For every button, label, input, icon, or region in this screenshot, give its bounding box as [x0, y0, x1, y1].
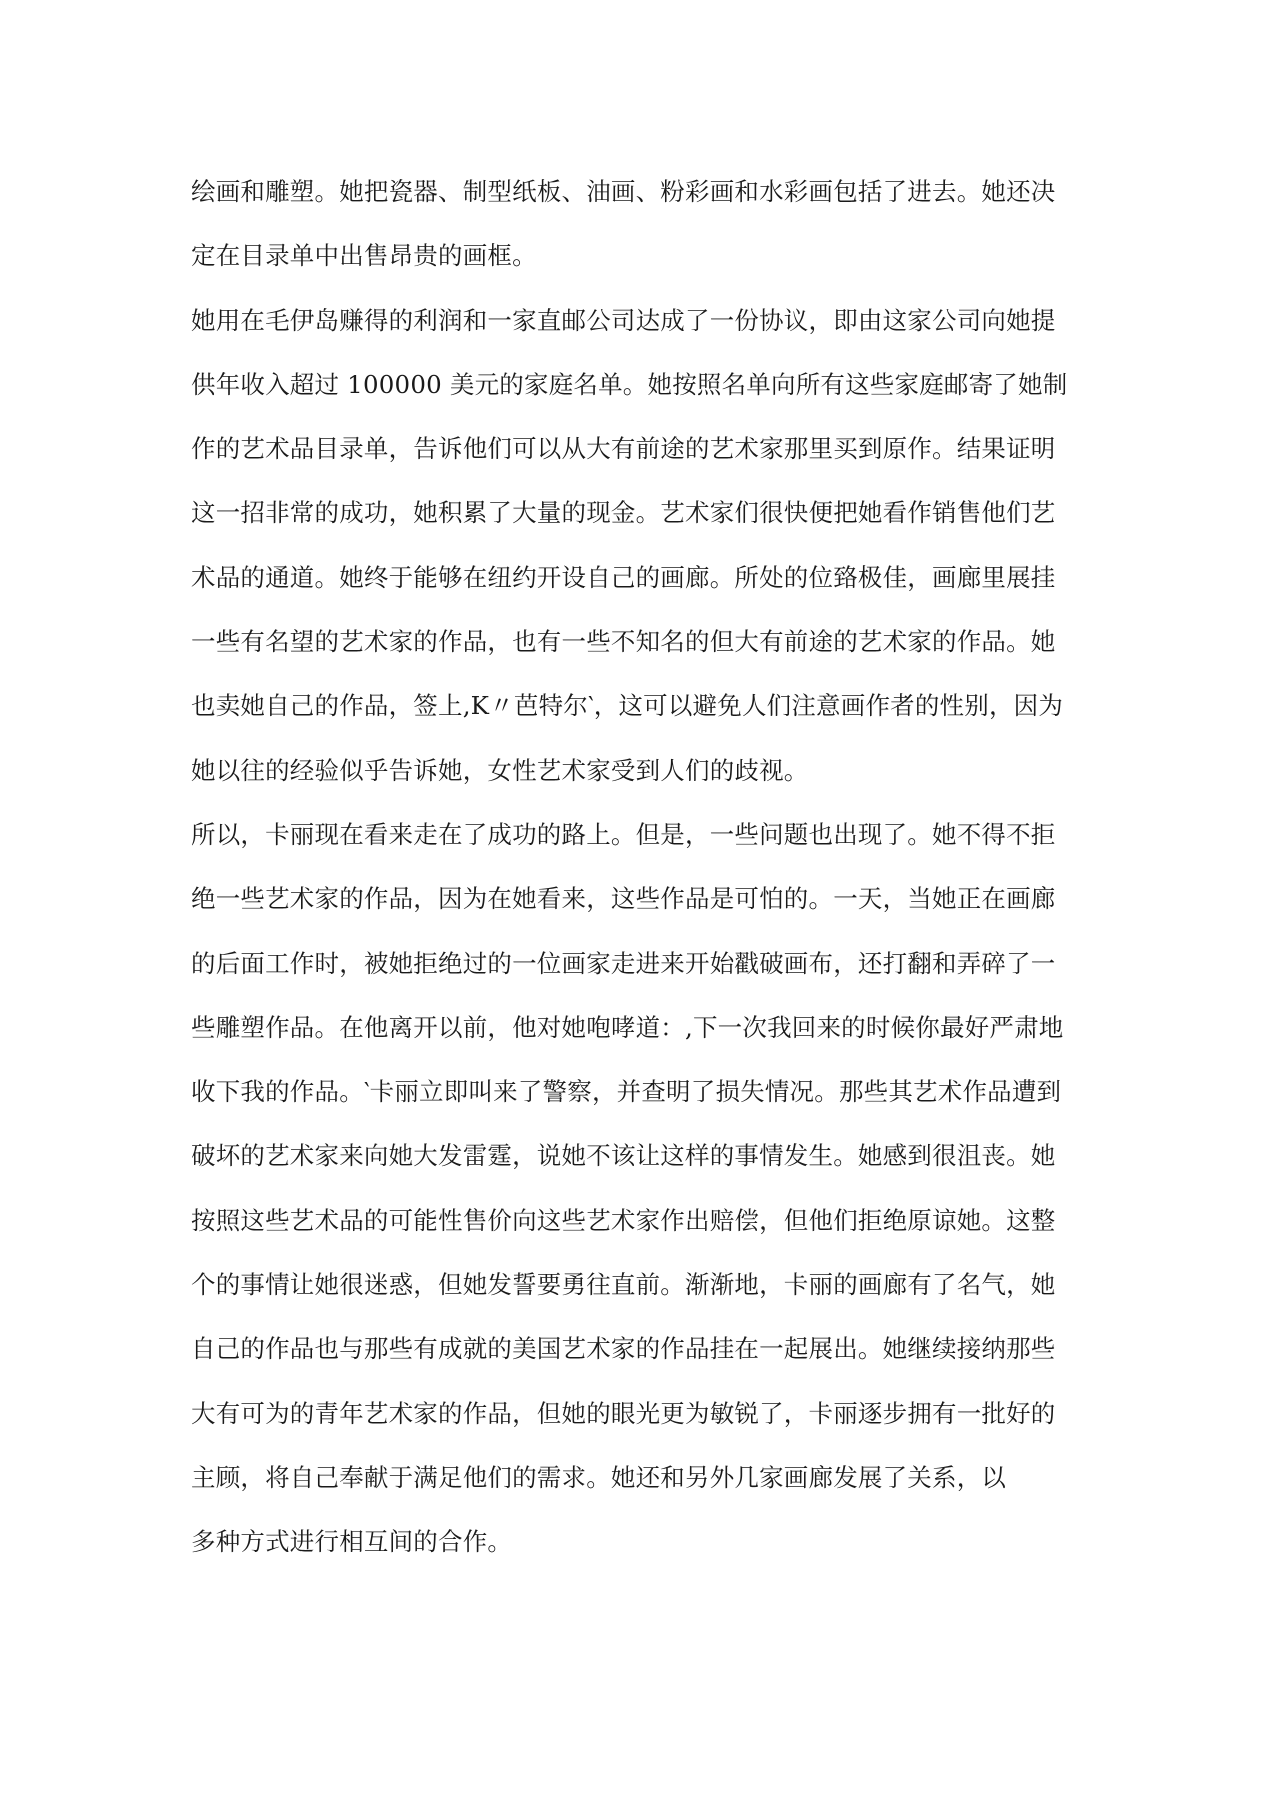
text-line: 所以，卡丽现在看来走在了成功的路上。但是，一些问题也出现了。她不得不拒 — [191, 819, 1056, 849]
text-line: 她用在毛伊岛赚得的利润和一家直邮公司达成了一份协议，即由这家公司向她提 — [191, 305, 1056, 335]
text-line: 个的事情让她很迷惑，但她发誓要勇往直前。渐渐地，卡丽的画廊有了名气，她 — [191, 1270, 1056, 1300]
text-line: 绘画和雕塑。她把瓷器、制型纸板、油画、粉彩画和水彩画包括了进去。她还决 — [191, 177, 1056, 206]
text-line: 的后面工作时，被她拒绝过的一位画家走进来开始戳破画布，还打翻和弄碎了一 — [191, 948, 1056, 978]
text-line: 也卖她自己的作品，签上,K〃芭特尔‵，这可以避免人们注意画作者的性别，因为 — [191, 691, 1064, 721]
text-line: 术品的通道。她终于能够在纽约开设自己的画廊。所处的位臵极佳，画廊里展挂 — [191, 562, 1056, 592]
body-text — [191, 160, 1091, 1575]
text-line: 定在目录单中出售昂贵的画框。 — [191, 241, 537, 271]
text-line: 绝一些艺术家的作品，因为在她看来，这些作品是可怕的。一天，当她正在画廊 — [191, 884, 1056, 914]
text-line: 破坏的艺术家来向她大发雷霆，说她不该让这样的事情发生。她感到很沮丧。她 — [191, 1141, 1056, 1171]
text-line: 多种方式进行相互间的合作。 — [191, 1527, 513, 1557]
text-line: 供年收入超过 100000 美元的家庭名单。她按照名单向所有这些家庭邮寄了她制 — [191, 369, 1068, 399]
text-line: 按照这些艺术品的可能性售价向这些艺术家作出赔偿，但他们拒绝原谅她。这整 — [191, 1205, 1056, 1235]
text-line: 这一招非常的成功，她积累了大量的现金。艺术家们很快便把她看作销售他们艺 — [191, 498, 1056, 528]
text-line: 她以往的经验似乎告诉她，女性艺术家受到人们的歧视。 — [191, 755, 809, 785]
text-line: 大有可为的青年艺术家的作品，但她的眼光更为敏锐了，卡丽逐步拥有一批好的 — [191, 1398, 1056, 1428]
text-line: 一些有名望的艺术家的作品，也有一些不知名的但大有前途的艺术家的作品。她 — [191, 627, 1056, 657]
text-line: 主顾，将自己奉献于满足他们的需求。她还和另外几家画廊发展了关系，以 — [191, 1462, 1007, 1492]
text-line: 作的艺术品目录单，告诉他们可以从大有前途的艺术家那里买到原作。结果证明 — [191, 434, 1056, 464]
text-line: 收下我的作品。‵卡丽立即叫来了警察，并查明了损失情况。那些其艺术作品遭到 — [191, 1077, 1062, 1107]
text-line: 些雕塑作品。在他离开以前，他对她咆哮道：,下一次我回来的时候你最好严肃地 — [191, 1012, 1064, 1042]
text-line: 自己的作品也与那些有成就的美国艺术家的作品挂在一起展出。她继续接纳那些 — [191, 1334, 1056, 1364]
